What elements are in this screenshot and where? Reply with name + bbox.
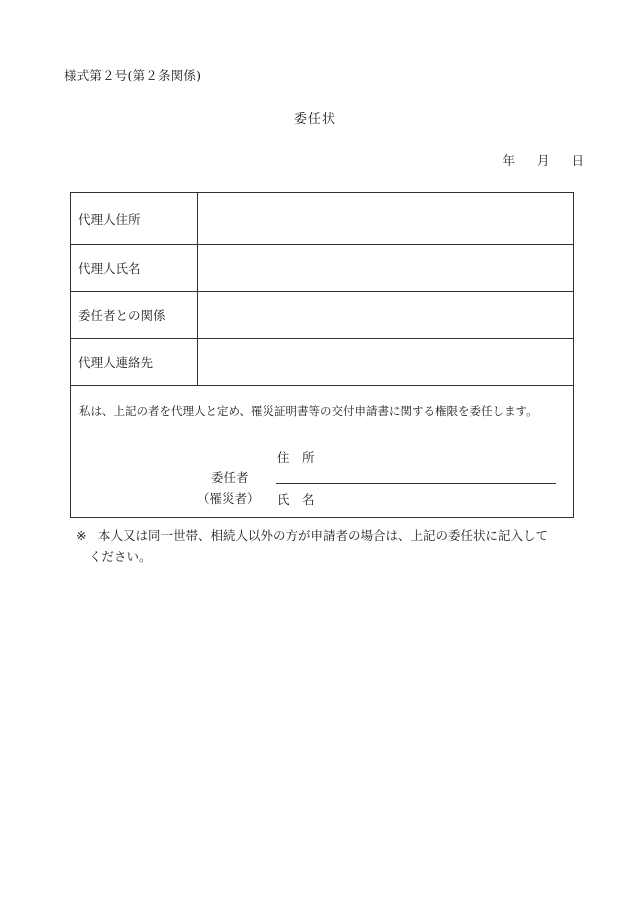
proxy-address-field[interactable] xyxy=(198,193,573,244)
table-row-proxy-contact xyxy=(71,339,573,386)
day-label: 日 xyxy=(571,153,584,168)
proxy-contact-label: 代理人連絡先 xyxy=(71,339,198,385)
document-title: 委任状 xyxy=(293,112,336,127)
victim-label: （罹災者） xyxy=(197,491,260,506)
signature-line xyxy=(276,483,556,484)
proxy-form-table xyxy=(70,192,574,518)
proxy-contact-field[interactable] xyxy=(198,339,573,385)
form-number: 様式第２号(第２条関係) xyxy=(64,68,202,83)
proxy-name-field[interactable] xyxy=(198,245,573,291)
note-line-2: ください。 xyxy=(89,549,152,564)
relationship-label: 委任者との関係 xyxy=(71,292,198,338)
delegation-statement: 私は、上記の者を代理人と定め、罹災証明書等の交付申請書に関する権限を委任します。 xyxy=(79,404,538,418)
footnote xyxy=(76,525,586,567)
proxy-address-label: 代理人住所 xyxy=(71,193,198,244)
table-row-proxy-address xyxy=(71,193,573,245)
relationship-field[interactable] xyxy=(198,292,573,338)
entrustor-label: 委任者 xyxy=(211,470,249,485)
table-row-relationship xyxy=(71,292,573,339)
note-line-1: 本人又は同一世帯、相続人以外の方が申請者の場合は、上記の委任状に記入して xyxy=(98,528,549,543)
year-label: 年 xyxy=(502,153,515,168)
entrustor-name-label: 氏 名 xyxy=(277,492,315,507)
month-label: 月 xyxy=(536,153,550,168)
proxy-name-label: 代理人氏名 xyxy=(71,245,198,291)
date-line xyxy=(502,151,584,169)
entrustor-address-label: 住 所 xyxy=(277,450,315,465)
note-mark: ※ xyxy=(76,528,87,543)
table-row-proxy-name xyxy=(71,245,573,292)
